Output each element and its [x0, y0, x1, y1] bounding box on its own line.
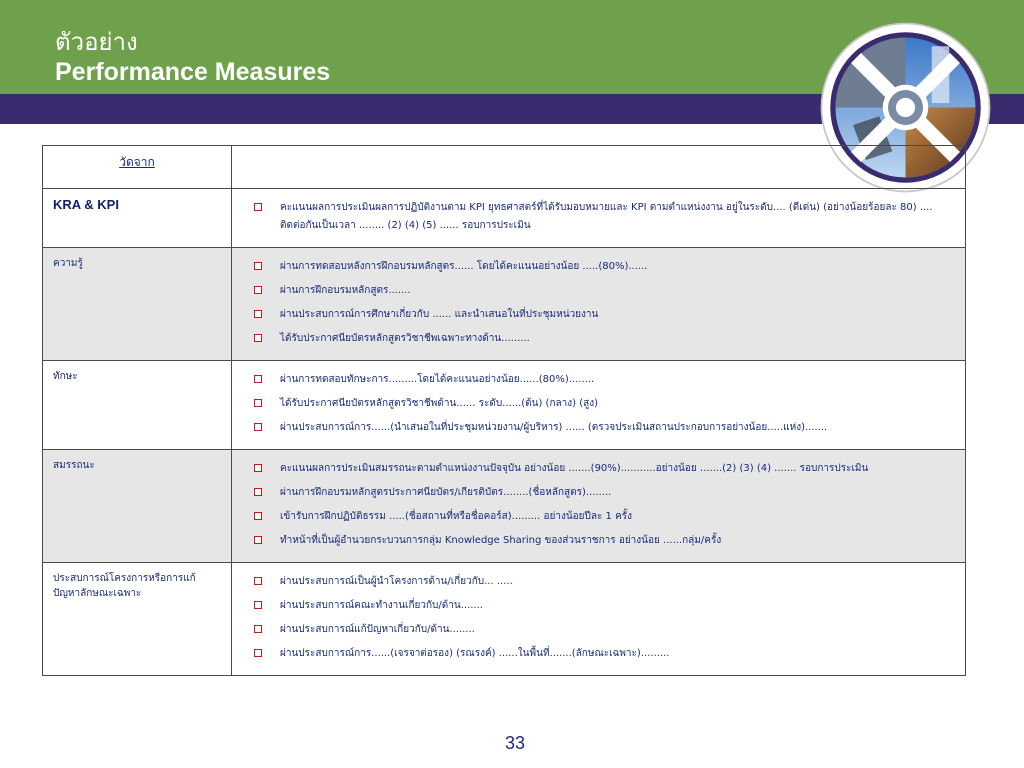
list-item	[244, 282, 955, 300]
row-category: ความรู้	[43, 248, 232, 361]
item-text: ผ่านประสบการณ์การ......(นำเสนอในที่ประชุมหน่วยงาน/ผู้บริหาร) ...... (ตรวจประเมินสถานประกอบการอย่างน้อย.....แห่ง).......	[280, 422, 828, 433]
list-item	[244, 532, 955, 550]
list-item	[244, 371, 955, 389]
performance-measures-table	[42, 145, 966, 676]
hollow-square-icon	[254, 488, 262, 496]
slide-title-english: Performance Measures	[55, 58, 331, 86]
table-row-kra-kpi	[43, 189, 966, 248]
hollow-square-icon	[254, 625, 262, 633]
list-item	[244, 597, 955, 615]
list-item	[244, 508, 955, 526]
hollow-square-icon	[254, 334, 262, 342]
row-content	[232, 361, 966, 450]
list-item	[244, 258, 955, 276]
header-empty-cell	[232, 146, 966, 189]
item-text: ได้รับประกาศนียบัตรหลักสูตรวิชาชีพด้าน...... ระดับ......(ต้น) (กลาง) (สูง)	[280, 398, 599, 409]
list-item	[244, 306, 955, 324]
hollow-square-icon	[254, 375, 262, 383]
table-row-competency	[43, 450, 966, 563]
item-text: ผ่านประสบการณ์เป็นผู้นำโครงการด้าน/เกี่ยวกับ... .....	[280, 576, 513, 587]
list-item	[244, 621, 955, 639]
item-text: คะแนนผลการประเมินสมรรถนะตามตำแหน่งงานปัจจุบัน อย่างน้อย .......(90%)...........อย่างน้อย .......(2) (3) (4) ....... รอบการประเมิน	[280, 463, 869, 474]
item-text: ผ่านการทดสอบทักษะการ.........โดยได้คะแนนอย่างน้อย......(80%)........	[280, 374, 595, 385]
list-item	[244, 419, 955, 437]
table-row-project-experience	[43, 563, 966, 676]
item-text: ผ่านประสบการณ์คณะทำงานเกี่ยวกับ/ด้าน.......	[280, 600, 483, 611]
hollow-square-icon	[254, 310, 262, 318]
slide-title-thai: ตัวอย่าง	[55, 28, 138, 56]
list-item	[244, 395, 955, 413]
list-item	[244, 330, 955, 348]
table-row-knowledge	[43, 248, 966, 361]
row-category: ประสบการณ์โครงการหรือการแก้ปัญหาลักษณะเฉพาะ	[43, 563, 232, 676]
hollow-square-icon	[254, 399, 262, 407]
row-content	[232, 563, 966, 676]
item-text: ได้รับประกาศนียบัตรหลักสูตรวิชาชีพเฉพาะทางด้าน.........	[280, 333, 530, 344]
hollow-square-icon	[254, 203, 262, 211]
row-content	[232, 248, 966, 361]
row-content	[232, 189, 966, 248]
item-text: คะแนนผลการประเมินผลการปฏิบัติงานตาม KPI ยุทธศาสตร์ที่ได้รับมอบหมายและ KPI ตามตำแหน่งงาน อยู่ในระดับ.... (ดีเด่น) (อย่างน้อยร้อยละ 80) .... ติดต่อกันเป็นเวลา ........ (2) (4) (5) ...... รอบการประเมิน	[280, 202, 933, 231]
item-text: ผ่านการฝึกอบรมหลักสูตร.......	[280, 285, 411, 296]
item-text: ผ่านประสบการณ์การศึกษาเกี่ยวกับ ...... และนำเสนอในที่ประชุมหน่วยงาน	[280, 309, 599, 320]
row-content	[232, 450, 966, 563]
list-item	[244, 199, 955, 235]
item-text: ทำหน้าที่เป็นผู้อำนวยกระบวนการกลุ่ม Knowledge Sharing ของส่วนราชการ อย่างน้อย ......กลุ่ม/ครั้ง	[280, 535, 722, 546]
item-text: ผ่านประสบการณ์การ......(เจรจาต่อรอง) (รณรงค์) ......ในพื้นที่.......(ลักษณะเฉพาะ).........	[280, 648, 670, 659]
list-item	[244, 573, 955, 591]
list-item	[244, 460, 955, 478]
hollow-square-icon	[254, 423, 262, 431]
hollow-square-icon	[254, 649, 262, 657]
list-item	[244, 645, 955, 663]
hollow-square-icon	[254, 577, 262, 585]
hollow-square-icon	[254, 512, 262, 520]
item-text: เข้ารับการฝึกปฏิบัติธรรม .....(ชื่อสถานที่หรือชื่อคอร์ส)......... อย่างน้อยปีละ 1 ครั้ง	[280, 511, 633, 522]
hollow-square-icon	[254, 262, 262, 270]
table-header-row	[43, 146, 966, 189]
hollow-square-icon	[254, 464, 262, 472]
hollow-square-icon	[254, 536, 262, 544]
table-row-skills	[43, 361, 966, 450]
row-category: สมรรถนะ	[43, 450, 232, 563]
item-text: ผ่านการทดสอบหลังการฝึกอบรมหลักสูตร...... โดยได้คะแนนอย่างน้อย .....(80%)......	[280, 261, 648, 272]
page-number: 33	[504, 733, 526, 753]
row-category: KRA & KPI	[43, 189, 232, 248]
item-text: ผ่านการฝึกอบรมหลักสูตรประกาศนียบัตร/เกียรติบัตร........(ชื่อหลักสูตร)........	[280, 487, 612, 498]
header-measured-from: วัดจาก	[43, 146, 232, 189]
row-category: ทักษะ	[43, 361, 232, 450]
hollow-square-icon	[254, 286, 262, 294]
list-item	[244, 484, 955, 502]
item-text: ผ่านประสบการณ์แก้ปัญหาเกี่ยวกับ/ด้าน........	[280, 624, 475, 635]
hollow-square-icon	[254, 601, 262, 609]
